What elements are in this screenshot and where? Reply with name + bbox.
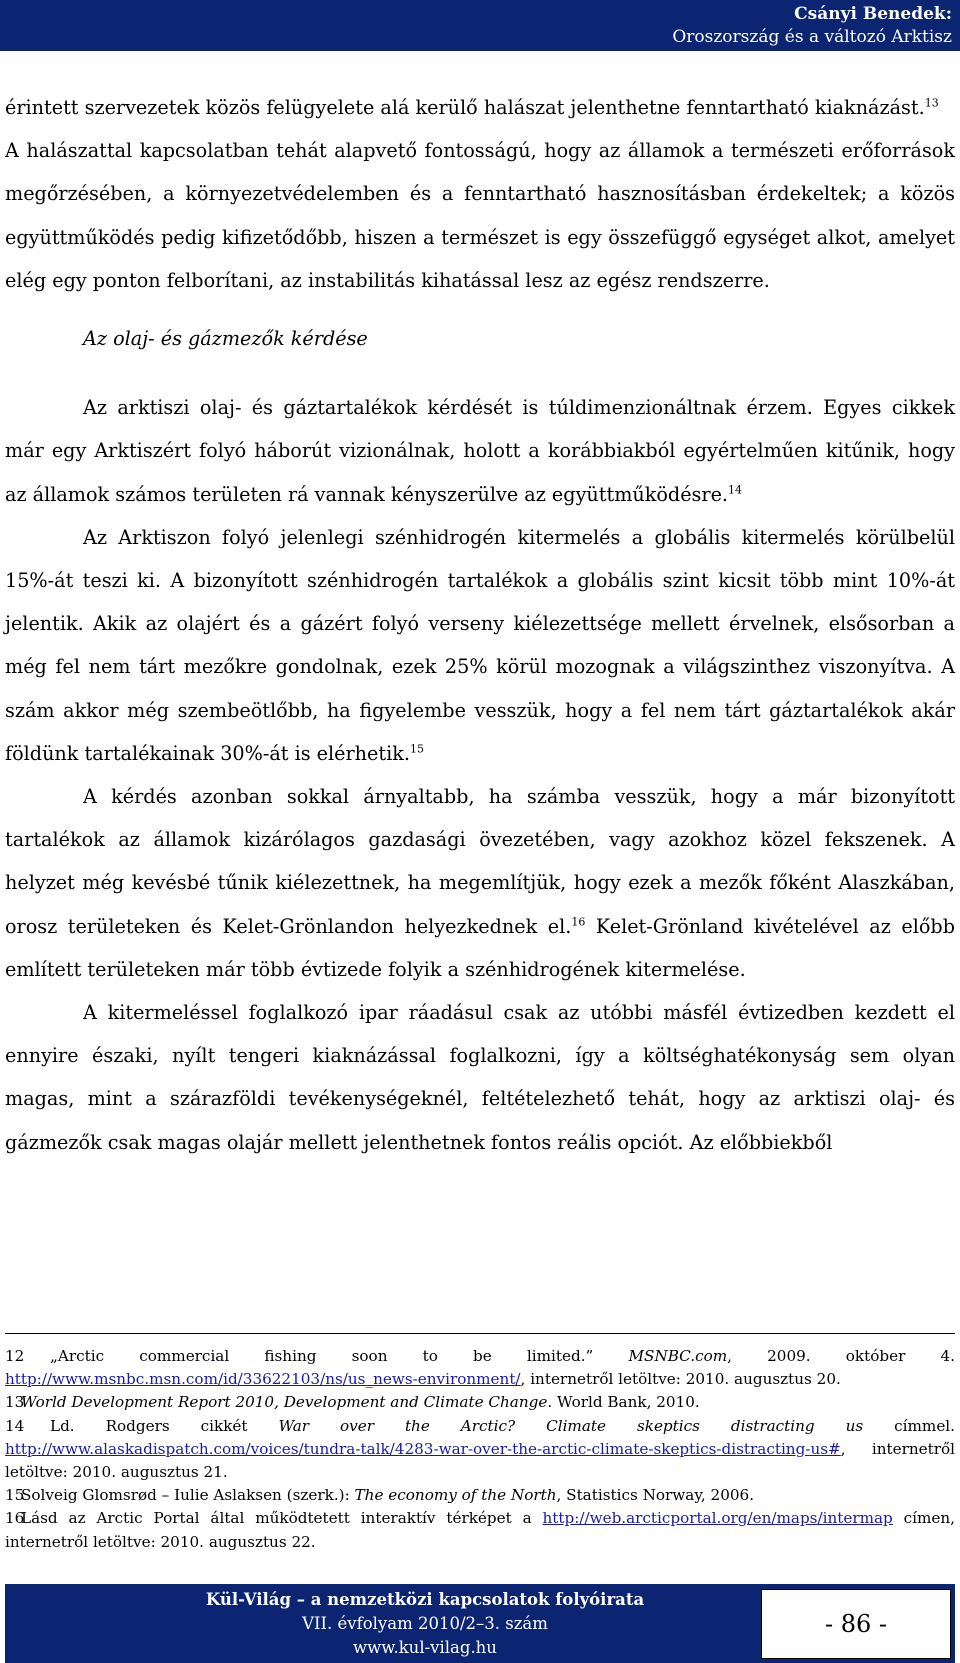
page-footer (5, 1584, 955, 1663)
main-text (5, 86, 955, 1164)
footnote-ref[interactable]: 15 (409, 742, 424, 756)
footnote-16 (5, 1507, 955, 1553)
footnote-text: World Bank, 2010. (552, 1393, 700, 1412)
footnote-link[interactable]: http://web.arcticportal.org/en/maps/intermap (542, 1509, 893, 1528)
footnote-link[interactable]: http://www.msnbc.msn.com/id/33622103/ns/us_news-environment/ (5, 1370, 521, 1389)
footnote-number: 16 (5, 1509, 25, 1528)
footnote-retrieved: , internetről letöltve: 2010. augusztus 20. (520, 1370, 841, 1389)
page-header (0, 0, 960, 51)
footnote-text: „Arctic commercial fishing soon to be limited.” (50, 1347, 594, 1365)
footnote-text: címen, internetről letöltve: 2010. augusztus 22. (5, 1509, 955, 1551)
footnote-number: 13 (5, 1393, 25, 1412)
footnote-ref[interactable]: 14 (728, 483, 743, 497)
footnote-text: , Statistics Norway, 2006. (556, 1486, 755, 1505)
footnote-text: címmel. (863, 1416, 955, 1435)
footnote-number: 14 (5, 1416, 25, 1435)
paragraph: A kitermeléssel foglalkozó ipar ráadásul csak az utóbbi másfél évtizedben kezdett el ennyire északi, nyílt tengeri kiaknázással foglalkozni, így a költséghatékonyság sem olyan magas, mint a szárazföldi tevékenységeknél, feltételezhető tehát, hogy az arktiszi olaj- és gázmezők csak magas olajár mellett jelenthetnek fontos reális opciót. Az előbbiekből (5, 1001, 955, 1154)
journal-volume: VII. évfolyam 2010/2–3. szám (302, 1614, 548, 1633)
footnote-title: War over the Arctic? Climate skeptics distracting us (278, 1416, 864, 1435)
journal-website[interactable]: www.kul-vilag.hu (353, 1638, 497, 1657)
paragraph (5, 775, 955, 991)
paragraph-text: Az Arktiszon folyó jelenlegi szénhidrogén kitermelés a globális kitermelés körülbelül 15%-át teszi ki. A bizonyított szénhidrogén tartalékok a globális szint kicsit több mint 10%-át jelentik. Akik az olajért és a gázért folyó verseny kiélezettsége mellett érvelnek, elsősorban a még fel nem tárt mezőkre gondolnak, ezek 25% körül mozognak a világszinthez viszonyítva. A szám akkor még szembeötlőbb, ha figyelembe vesszük, hogy a fel nem tárt gáztartalékok akár földünk tartalékainak 30%-át is elérhetik. (5, 525, 955, 765)
paragraph: A halászattal kapcsolatban tehát alapvető fontosságú, hogy az államok a természeti erőforrások megőrzésében, a környezetvédelemben és a fenntartható hasznosításban érdekeltek; a közös együttműködés pedig kifizetődőbb, hiszen a természet is egy összefüggő egységet alkot, amelyet elég egy ponton felborítani, az instabilitás kihatással lesz az egész rendszerre. (5, 139, 955, 292)
footnote-source: MSNBC.com (628, 1347, 728, 1365)
footnote-title: World Development Report 2010, Development and Climate Change. (21, 1393, 553, 1412)
paragraph-text: A kérdés azonban sokkal árnyaltabb, ha számba vesszük, hogy a már bizonyított tartalékok az államok kizárólagos gazdasági övezetében, vagy azokhoz közel fekszenek. A helyzet még kevésbé tűnik kiélezettnek, ha megemlítjük, hogy ezek a mezők főként Alaszkában, orosz területeken és Kelet-Grönlandon helyezkednek el. (5, 785, 955, 938)
footnote-number: 12 (5, 1347, 25, 1365)
footnote-14 (5, 1415, 955, 1485)
header-author: Csányi Benedek: (794, 4, 952, 24)
footnote-text: Lásd az Arctic Portal által működtetett interaktív térképet a (21, 1509, 543, 1528)
footnote-13 (5, 1391, 955, 1414)
journal-name: Kül-Világ – a nemzetközi kapcsolatok folyóirata (205, 1590, 645, 1609)
footnote-date: , 2009. október 4. (727, 1347, 956, 1365)
section-heading: Az olaj- és gázmezők kérdése (83, 327, 368, 351)
header-article-title: Oroszország és a változó Arktisz (672, 27, 952, 47)
paragraph (5, 516, 955, 775)
paragraph (5, 386, 955, 516)
footnote-12 (5, 1345, 955, 1391)
footnote-number: 15 (5, 1486, 25, 1505)
paragraph-text: Az arktiszi olaj- és gáztartalékok kérdését is túldimenzionáltnak érzem. Egyes cikkek már egy Arktiszért folyó háborút vizionálnak, holott a korábbiakból egyértelműen kitűnik, hogy az államok számos területen rá vannak kényszerülve az együttműködésre. (5, 396, 955, 506)
paragraph-text: Kelet-Grönland kivételével az előbb említett területeken már több évtizede folyik a szénhidrogének kitermelése. (5, 914, 955, 981)
footnote-retrieved: , internetről letöltve: 2010. augusztus 21. (5, 1439, 955, 1482)
footnote-ref[interactable]: 16 (571, 915, 586, 929)
footnote-link[interactable]: http://www.alaskadispatch.com/voices/tundra-talk/4283-war-over-the-arctic-climate-skeptics-distracting-us# (5, 1439, 841, 1458)
paragraph-text: érintett szervezetek közös felügyelete alá kerülő halászat jelenthetne fenntartható kiaknázást. (5, 96, 925, 119)
paragraph (5, 86, 955, 129)
footnote-text: Solveig Glomsrød – Iulie Aslaksen (szerk.): (21, 1486, 355, 1505)
footnote-divider (5, 1333, 955, 1334)
footnotes (5, 1345, 955, 1554)
footnote-15 (5, 1484, 955, 1507)
page-number: - 86 - (761, 1589, 951, 1659)
footnote-text: Ld. Rodgers cikkét (50, 1416, 279, 1435)
footer-journal-info (125, 1588, 725, 1660)
footnote-title: The economy of the North (354, 1486, 557, 1505)
footnote-ref[interactable]: 13 (924, 96, 939, 110)
